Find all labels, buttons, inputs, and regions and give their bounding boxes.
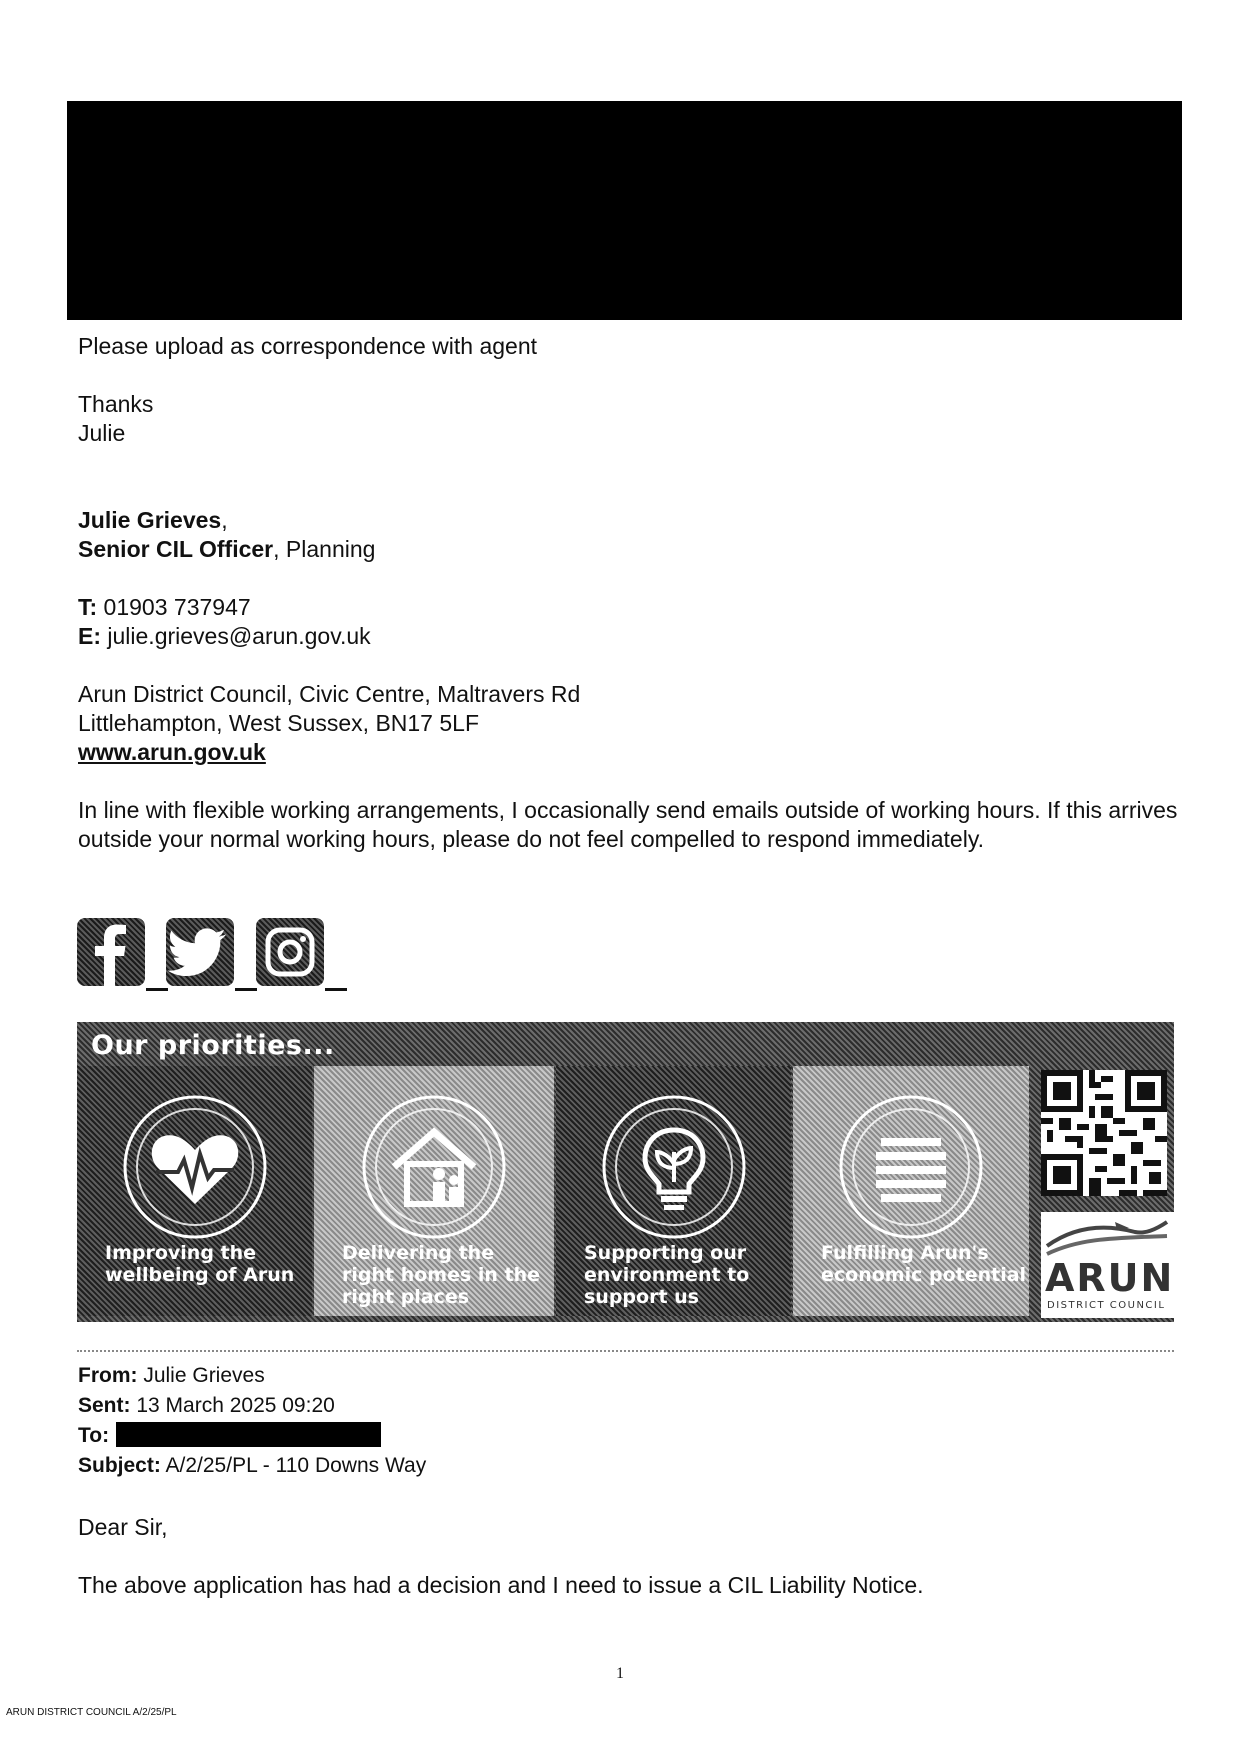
sender-first-name: Julie (78, 420, 126, 446)
sent-line (78, 1391, 335, 1421)
tel-label: T: (78, 594, 98, 620)
priority-label: Improving the wellbeing of Arun (105, 1242, 295, 1286)
signature-dept: , Planning (273, 536, 376, 562)
signature-name-suffix: , (221, 507, 228, 533)
redaction-block (116, 1422, 381, 1447)
link-underscore (146, 988, 168, 991)
signature-email (78, 622, 371, 651)
message-body: The above application has had a decision and I need to issue a CIL Liability Notice. (78, 1572, 924, 1598)
from-label: From: (78, 1364, 138, 1387)
address-line-2: Littlehampton, West Sussex, BN17 5LF (78, 710, 479, 736)
heart-icon (120, 1092, 270, 1242)
to-line (78, 1421, 109, 1451)
website-link[interactable]: www.arun.gov.uk (78, 739, 266, 765)
lightbulb-icon (599, 1092, 749, 1242)
signature-name-line (78, 506, 228, 535)
redaction-block (67, 101, 1182, 320)
from-line (78, 1361, 265, 1391)
facebook-icon[interactable] (77, 918, 145, 986)
priority-label: Supporting our environment to support us (584, 1242, 750, 1308)
sent-value: 13 March 2025 09:20 (130, 1394, 335, 1417)
document-footer: ARUN DISTRICT COUNCIL A/2/25/PL (6, 1707, 177, 1718)
banner-title: Our priorities... (91, 1030, 335, 1061)
tel-value: 01903 737947 (97, 594, 251, 620)
link-underscore (325, 988, 347, 991)
to-label: To: (78, 1424, 110, 1447)
page-number: 1 (616, 1665, 624, 1682)
house-icon (359, 1092, 509, 1242)
email-value[interactable]: julie.grieves@arun.gov.uk (101, 623, 371, 649)
divider (77, 1350, 1174, 1352)
email-label: E: (78, 623, 101, 649)
subject-line (78, 1451, 426, 1481)
disclaimer-text: In line with flexible working arrangements, I occasionally send emails outside of working hours. If this arrives outside your normal working hours, please do not feel compelled to respond immediately. (78, 797, 1178, 852)
from-value: Julie Grieves (137, 1364, 265, 1387)
intro-line: Please upload as correspondence with agent (78, 333, 538, 359)
greeting: Dear Sir, (78, 1514, 168, 1540)
arun-district-council-logo (1041, 1212, 1174, 1318)
priority-label: Fulfilling Arun's economic potential (821, 1242, 1027, 1286)
thanks-line: Thanks (78, 391, 154, 417)
priority-panel-homes (314, 1066, 554, 1316)
priority-panel-environment (556, 1066, 791, 1316)
qr-code-icon[interactable] (1041, 1070, 1167, 1196)
logo-wordmark: ARUN (1045, 1256, 1174, 1300)
subject-label: Subject: (78, 1454, 161, 1477)
sent-label: Sent: (78, 1394, 131, 1417)
twitter-icon[interactable] (166, 918, 234, 986)
priority-label: Delivering the right homes in the right places (342, 1242, 541, 1308)
priorities-banner[interactable] (77, 1022, 1174, 1322)
subject-value: A/2/25/PL - 110 Downs Way (160, 1454, 427, 1477)
bricks-icon (836, 1092, 986, 1242)
instagram-icon[interactable] (256, 918, 324, 986)
logo-subtitle: DISTRICT COUNCIL (1047, 1300, 1166, 1311)
address-line-1: Arun District Council, Civic Centre, Maltravers Rd (78, 681, 581, 707)
priority-panel-economy (793, 1066, 1029, 1316)
signature-title-line (78, 535, 375, 564)
signature-name: Julie Grieves (78, 507, 222, 533)
link-underscore (235, 988, 257, 991)
signature-title: Senior CIL Officer (78, 536, 274, 562)
priority-panel-wellbeing (77, 1066, 312, 1316)
signature-telephone (78, 593, 251, 622)
